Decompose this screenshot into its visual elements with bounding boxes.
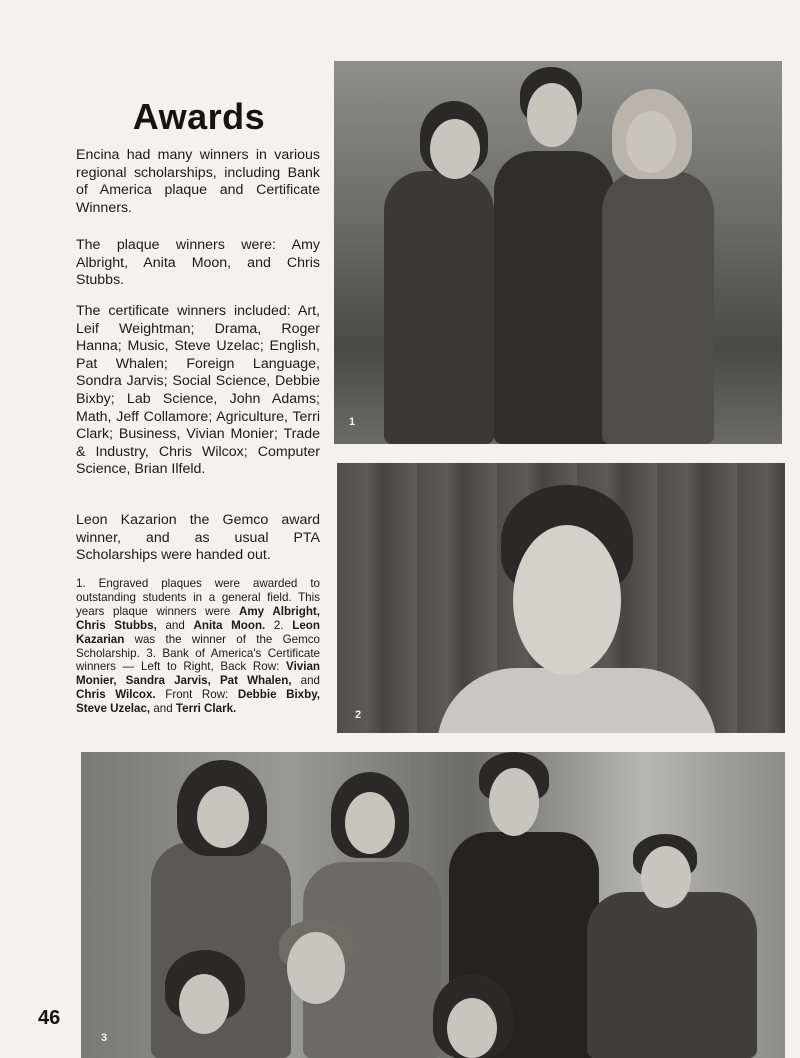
student-face bbox=[626, 111, 676, 173]
photo-number: 1 bbox=[349, 416, 356, 428]
photo-number: 3 bbox=[101, 1032, 108, 1044]
caption-name: Chris Wilcox. bbox=[76, 688, 156, 702]
student-face bbox=[430, 119, 480, 179]
student-face bbox=[287, 932, 345, 1004]
caption-text: and bbox=[150, 702, 176, 716]
student-face bbox=[641, 846, 691, 908]
student-face bbox=[345, 792, 395, 854]
student-face bbox=[527, 83, 577, 147]
caption-name: Vivian Monier, Sandra Jarvis, Pat Whalen, bbox=[76, 660, 320, 688]
student-figure bbox=[494, 151, 614, 444]
gemco-winner-photo bbox=[337, 463, 785, 733]
photo-number: 2 bbox=[355, 709, 362, 721]
page-title: Awards bbox=[132, 96, 266, 137]
caption-text: was the winner of the Gemco Scholarship. 3. Bank of America's Certificate winners — Left to Right, Back Row: bbox=[76, 632, 320, 674]
caption-text: 1. Engraved plaques were awarded to outstanding students in a general field. This years plaque winners were bbox=[76, 577, 320, 618]
plaque-winners-photo bbox=[334, 61, 782, 444]
caption-text: Front Row: bbox=[155, 688, 238, 702]
student-face bbox=[197, 786, 249, 848]
gemco-paragraph: Leon Kazarion the Gemco award winner, and as usual PTA Scholarships were handed out. bbox=[76, 512, 320, 564]
photo-caption bbox=[76, 577, 320, 716]
caption-name: Debbie Bixby, Steve Uzelac, bbox=[76, 688, 321, 716]
page-number: 46 bbox=[38, 1007, 61, 1029]
student-face bbox=[513, 525, 621, 675]
caption-text: and bbox=[291, 674, 320, 688]
caption-text: 2. bbox=[265, 618, 293, 632]
student-figure bbox=[437, 668, 717, 733]
plaque-winners-paragraph: The plaque winners were: Amy Albright, Anita Moon, and Chris Stubbs. bbox=[76, 237, 320, 289]
intro-paragraph: Encina had many winners in various regional scholarships, including Bank of America plaque and Certificate Winners. bbox=[76, 147, 320, 216]
student-face bbox=[489, 768, 539, 836]
student-figure bbox=[602, 171, 714, 444]
caption-name: Anita Moon. bbox=[193, 618, 266, 632]
certificate-winners-photo bbox=[81, 752, 785, 1058]
student-figure bbox=[587, 892, 757, 1058]
student-face bbox=[179, 974, 229, 1034]
student-face bbox=[447, 998, 497, 1058]
caption-name: Terri Clark. bbox=[175, 702, 237, 716]
certificate-winners-paragraph: The certificate winners included: Art, Leif Weightman; Drama, Roger Hanna; Music, Steve Uzelac; English, Pat Whalen; Foreign Language, Sondra Jarvis; Social Science, Debbie Bixby; Lab Science, John Adams; Math, Jeff Collamore; Agriculture, Terri Clark; Business, Vivian Monier; Trade & Industry, Chris Wilcox; Computer Science, Brian Ilfeld. bbox=[76, 303, 320, 478]
caption-name: Leon Kazarian bbox=[76, 618, 320, 646]
caption-name: Amy Albright, Chris Stubbs, bbox=[76, 604, 320, 632]
student-figure bbox=[384, 171, 494, 444]
caption-text: and bbox=[156, 618, 194, 632]
